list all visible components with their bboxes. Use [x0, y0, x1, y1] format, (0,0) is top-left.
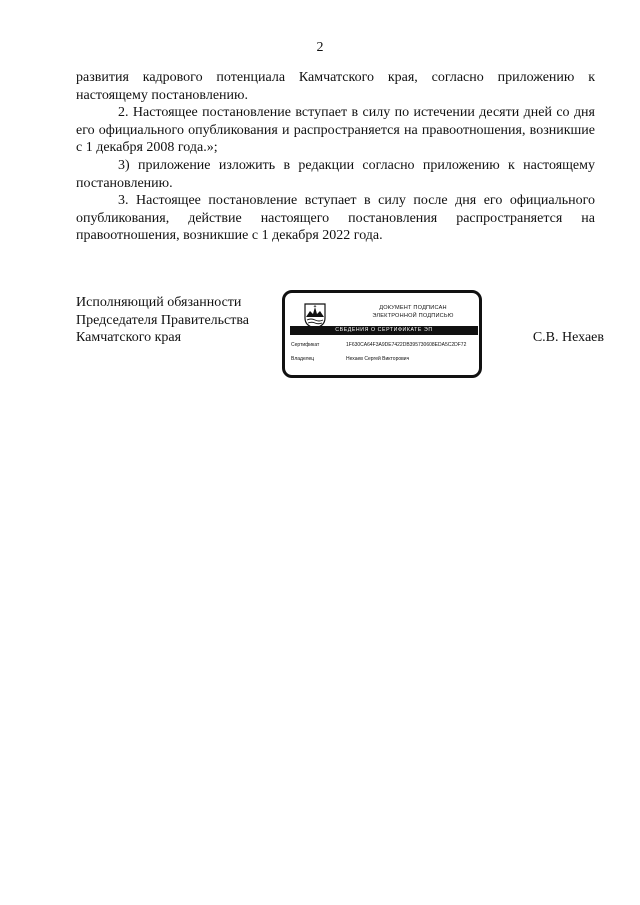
stamp-title: ДОКУМЕНТ ПОДПИСАН ЭЛЕКТРОННОЙ ПОДПИСЬЮ	[372, 305, 454, 319]
paragraph-1-line-1: развития кадрового потенциала Камчатского края, согласно приложению к	[76, 70, 595, 85]
paragraph-2: 2. Настоящее постановление вступает в силу по истечении десяти дней со дня его официального опубликования и распространяется на правоотношения, возникшие с 1 декабря 2008 года.»;	[76, 105, 595, 156]
paragraph-3: 3) приложение изложить в редакции согласно приложению к настоящему постановлению.	[76, 157, 595, 191]
page-number: 2	[316, 40, 324, 55]
signer-name: С.В. Нехаев	[532, 330, 604, 345]
certificate-label: Сертификат	[291, 342, 320, 348]
signer-title-line: Председателя Правительства	[76, 312, 250, 328]
signer-title	[76, 294, 276, 347]
electronic-signature-stamp	[282, 290, 482, 378]
owner-value: Нехаев Сергей Викторович	[346, 356, 410, 362]
owner-label: Владелец	[291, 356, 315, 362]
certificate-info-band: СВЕДЕНИЯ О СЕРТИФИКАТЕ ЭП	[290, 326, 478, 335]
signer-title-line: Камчатского края	[76, 330, 182, 345]
paragraph-1-line-2: настоящему постановлению.	[76, 87, 248, 103]
document-body	[76, 69, 595, 245]
signer-title-line: Исполняющий обязанности	[76, 295, 242, 310]
certificate-value: 1F630CA64F3A9DE7422DB395730608EDA5C2DF72	[346, 342, 467, 348]
paragraph-4: 3. Настоящее постановление вступает в силу после дня его официального опубликования, действие настоящего постановления распространяется на правоотношения, возникшие с 1 декабря 2022 года.	[76, 193, 595, 244]
